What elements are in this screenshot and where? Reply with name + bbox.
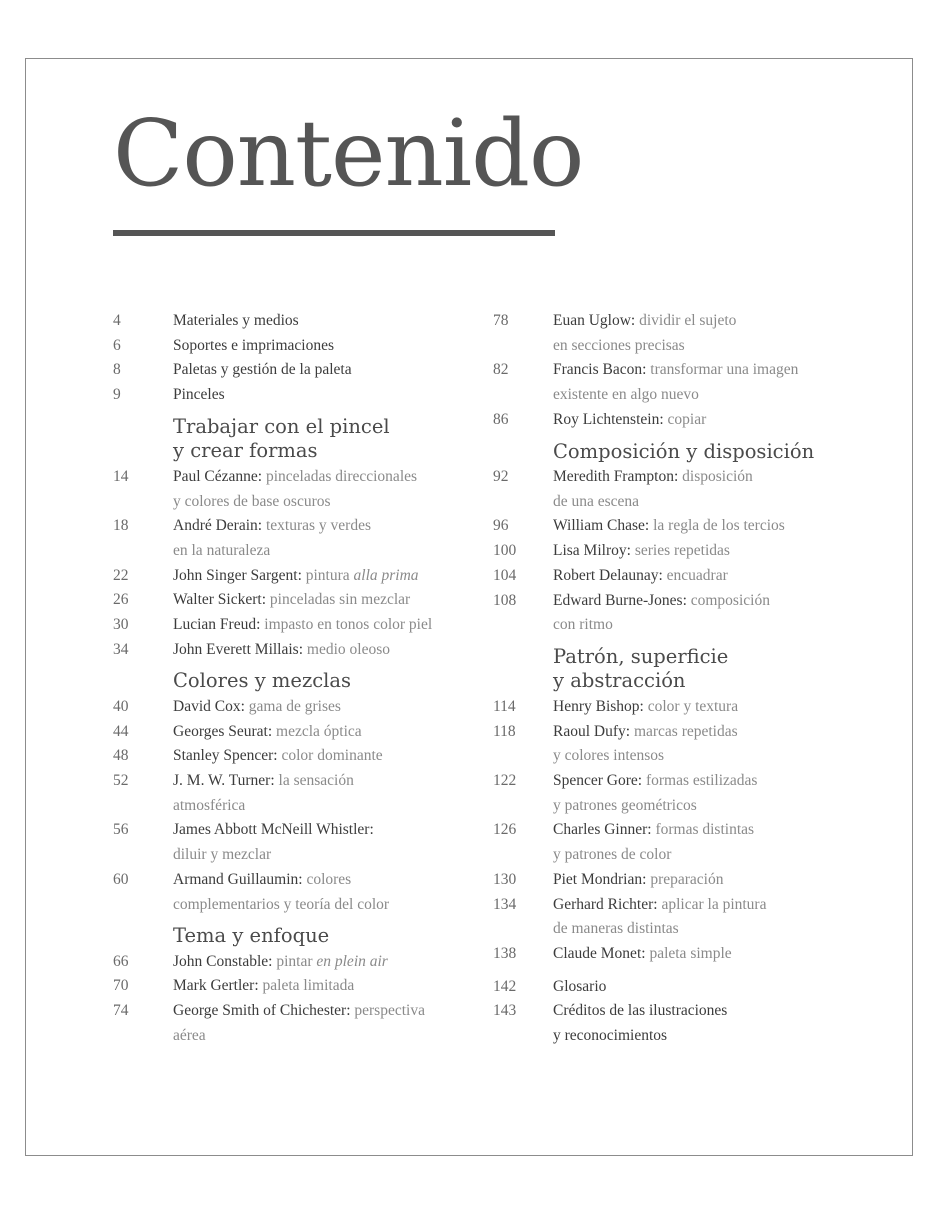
entry-description-continued: y patrones geométricos: [553, 796, 697, 814]
toc-entry[interactable]: [493, 975, 893, 1000]
entry-description-continued: complementarios y teoría del color: [173, 895, 390, 913]
entry-description: la sensación: [278, 772, 354, 790]
spacer: [493, 967, 893, 975]
toc-entry[interactable]: [493, 818, 893, 867]
page-number: 60: [113, 870, 129, 888]
entry-title: Henry Bishop:: [553, 697, 644, 715]
entry-title: Roy Lichtenstein:: [553, 410, 664, 428]
toc-entry[interactable]: [493, 999, 893, 1048]
entry-title: Raoul Dufy:: [553, 722, 631, 740]
toc-left-column: [113, 309, 513, 1049]
entry-description: preparación: [650, 870, 724, 888]
page-number: 104: [493, 566, 517, 584]
page-number: 86: [493, 410, 509, 428]
page-number: 138: [493, 944, 517, 962]
entry-title: William Chase:: [553, 517, 650, 535]
entry-title: Glosario: [553, 977, 607, 995]
entry-title: John Everett Millais:: [173, 640, 304, 658]
entry-description: aplicar la pintura: [661, 895, 767, 913]
entry-title: Francis Bacon:: [553, 361, 647, 379]
entry-description-continued: aérea: [173, 1026, 206, 1044]
page-number: 114: [493, 697, 516, 715]
entry-title: James Abbott McNeill Whistler:: [173, 821, 374, 839]
toc-entry[interactable]: [493, 868, 893, 893]
entry-description: pintura: [305, 566, 350, 584]
toc-entry[interactable]: [493, 358, 893, 407]
entry-description: pinceladas direccionales: [265, 467, 418, 485]
toc-entry[interactable]: [493, 769, 893, 818]
entry-title: David Cox:: [173, 697, 245, 715]
entry-title: Créditos de las ilustraciones: [553, 1002, 728, 1020]
page-number: 134: [493, 895, 517, 913]
toc-entry[interactable]: [113, 588, 513, 613]
section-heading-line: Trabajar con el pincel: [173, 414, 390, 438]
entry-description-continued: existente en algo nuevo: [553, 386, 699, 404]
page-number: 6: [113, 336, 121, 354]
toc-entry[interactable]: [493, 465, 893, 514]
entry-description: composición: [690, 591, 770, 609]
toc-entry[interactable]: [493, 893, 893, 942]
entry-title: Paul Cézanne:: [173, 467, 263, 485]
toc-entry[interactable]: [113, 638, 513, 663]
entry-title: John Singer Sargent:: [173, 566, 302, 584]
page-number: 48: [113, 747, 129, 765]
section-heading-line: Patrón, superficie: [553, 644, 729, 668]
toc-entry[interactable]: [493, 589, 893, 638]
entry-title: Gerhard Richter:: [553, 895, 658, 913]
toc-entry[interactable]: [113, 613, 513, 638]
entry-description: color y textura: [647, 697, 739, 715]
entry-description: series repetidas: [634, 542, 730, 560]
page-number: 52: [113, 772, 129, 790]
page-number: 44: [113, 722, 129, 740]
toc-entry[interactable]: [113, 999, 513, 1048]
entry-title: John Constable:: [173, 952, 273, 970]
toc-right-column: [493, 309, 893, 1049]
section-heading: [113, 924, 513, 949]
page-number: 26: [113, 591, 129, 609]
page-number: 70: [113, 977, 129, 995]
page-number: 82: [493, 361, 509, 379]
entry-description: copiar: [667, 410, 707, 428]
section-heading: [493, 440, 893, 465]
toc-entry[interactable]: [493, 408, 893, 433]
entry-description: transformar una imagen: [650, 361, 799, 379]
toc-entry[interactable]: [113, 358, 513, 383]
entry-title: Mark Gertler:: [173, 977, 259, 995]
page-number: 34: [113, 640, 129, 658]
toc-entry[interactable]: [113, 868, 513, 917]
entry-title: Spencer Gore:: [553, 772, 643, 790]
toc-entry[interactable]: [113, 514, 513, 563]
title-underline: [113, 230, 555, 236]
entry-title: Robert Delaunay:: [553, 566, 663, 584]
entry-description-continued: y colores de base oscuros: [173, 492, 331, 510]
toc-entry[interactable]: [113, 465, 513, 514]
entry-description-continued: en secciones precisas: [553, 336, 685, 354]
entry-description-continued: atmosférica: [173, 796, 246, 814]
entry-description-continued: y patrones de color: [553, 846, 672, 864]
page-number: 118: [493, 722, 516, 740]
page-title: Contenido: [113, 100, 584, 207]
section-heading-line: Composición y disposición: [553, 439, 815, 463]
toc-entry[interactable]: [493, 695, 893, 720]
entry-title: Paletas y gestión de la paleta: [173, 361, 352, 379]
page-number: 122: [493, 772, 517, 790]
toc-entry[interactable]: [493, 720, 893, 769]
toc-entry[interactable]: [493, 309, 893, 358]
section-heading: [113, 415, 513, 464]
entry-description: mezcla óptica: [276, 722, 362, 740]
entry-title: Walter Sickert:: [173, 591, 267, 609]
entry-description: perspectiva: [354, 1002, 425, 1020]
entry-description: formas distintas: [655, 821, 755, 839]
entry-title-continued: y reconocimientos: [553, 1027, 668, 1045]
entry-title: Stanley Spencer:: [173, 747, 278, 765]
page-number: 18: [113, 517, 129, 535]
page-number: 56: [113, 821, 129, 839]
section-heading-line: y crear formas: [173, 439, 318, 463]
toc-entry[interactable]: [113, 720, 513, 745]
entry-title: Armand Guillaumin:: [173, 870, 303, 888]
entry-title: Pinceles: [173, 386, 225, 404]
entry-description-italic: alla prima: [353, 566, 419, 584]
page-number: 30: [113, 616, 129, 634]
entry-title: Charles Ginner:: [553, 821, 652, 839]
page-number: 130: [493, 870, 517, 888]
entry-description-italic: en plein air: [316, 952, 388, 970]
page-number: 143: [493, 1002, 517, 1020]
entry-title: Georges Seurat:: [173, 722, 273, 740]
page-number: 142: [493, 977, 517, 995]
entry-description: texturas y verdes: [265, 517, 371, 535]
page-number: 4: [113, 312, 121, 329]
entry-description-continued: y colores intensos: [553, 747, 665, 765]
entry-description-continued: con ritmo: [553, 616, 613, 634]
toc-entry[interactable]: [113, 695, 513, 720]
page-number: 40: [113, 697, 129, 715]
entry-description: pintar: [276, 952, 313, 970]
page-number: 74: [113, 1002, 129, 1020]
page-number: 96: [493, 517, 509, 535]
entry-description: paleta limitada: [262, 977, 355, 995]
page-number: 22: [113, 566, 129, 584]
toc-entry[interactable]: [113, 334, 513, 359]
entry-description: disposición: [682, 468, 753, 486]
toc-entry[interactable]: [493, 942, 893, 967]
entry-title: Piet Mondrian:: [553, 870, 647, 888]
entry-title: Materiales y medios: [173, 312, 299, 329]
entry-description: colores: [306, 870, 352, 888]
page-number: 78: [493, 312, 509, 329]
entry-description: dividir el sujeto: [639, 312, 737, 329]
entry-description: medio oleoso: [306, 640, 390, 658]
entry-description: marcas repetidas: [633, 722, 738, 740]
entry-description: pinceladas sin mezclar: [269, 591, 411, 609]
toc-entry[interactable]: [113, 769, 513, 818]
entry-title: Soportes e imprimaciones: [173, 336, 334, 354]
page-number: 66: [113, 952, 129, 970]
entry-title: Euan Uglow:: [553, 312, 636, 329]
toc-entry[interactable]: [113, 974, 513, 999]
toc-entry[interactable]: [113, 744, 513, 769]
entry-description: gama de grises: [248, 697, 341, 715]
page-number: 126: [493, 821, 517, 839]
entry-description-continued: de una escena: [553, 492, 640, 510]
section-heading: [493, 645, 893, 694]
entry-title: J. M. W. Turner:: [173, 772, 275, 790]
toc-entry[interactable]: [113, 309, 513, 334]
entry-description: encuadrar: [666, 566, 728, 584]
section-heading-line: Tema y enfoque: [173, 924, 330, 948]
page-number: 100: [493, 542, 517, 560]
entry-description: color dominante: [281, 747, 383, 765]
entry-description: la regla de los tercios: [653, 517, 785, 535]
entry-title: Edward Burne-Jones:: [553, 591, 687, 609]
section-heading-line: y abstracción: [553, 669, 686, 693]
page-number: 14: [113, 467, 129, 485]
section-heading: [113, 669, 513, 694]
toc-entry[interactable]: [113, 950, 513, 975]
page-number: 8: [113, 361, 121, 379]
toc-entry[interactable]: [493, 564, 893, 589]
toc-entry[interactable]: [493, 514, 893, 539]
entry-title: Lucian Freud:: [173, 616, 261, 634]
entry-title: Lisa Milroy:: [553, 542, 631, 560]
toc-entry[interactable]: [113, 383, 513, 408]
toc-entry[interactable]: [113, 564, 513, 589]
entry-description-continued: de maneras distintas: [553, 920, 679, 938]
section-heading-line: Colores y mezclas: [173, 669, 352, 693]
page-number: 108: [493, 591, 517, 609]
entry-title: André Derain:: [173, 517, 263, 535]
entry-description: formas estilizadas: [645, 772, 758, 790]
entry-title: Claude Monet:: [553, 944, 646, 962]
entry-description-continued: diluir y mezclar: [173, 846, 272, 864]
entry-title: George Smith of Chichester:: [173, 1002, 351, 1020]
entry-title: Meredith Frampton:: [553, 468, 679, 486]
entry-description: paleta simple: [649, 944, 732, 962]
entry-description: impasto en tonos color piel: [264, 616, 433, 634]
toc-entry[interactable]: [493, 539, 893, 564]
page-number: 92: [493, 468, 509, 486]
entry-description-continued: en la naturaleza: [173, 541, 271, 559]
toc-entry[interactable]: [113, 818, 513, 867]
page-number: 9: [113, 386, 121, 404]
